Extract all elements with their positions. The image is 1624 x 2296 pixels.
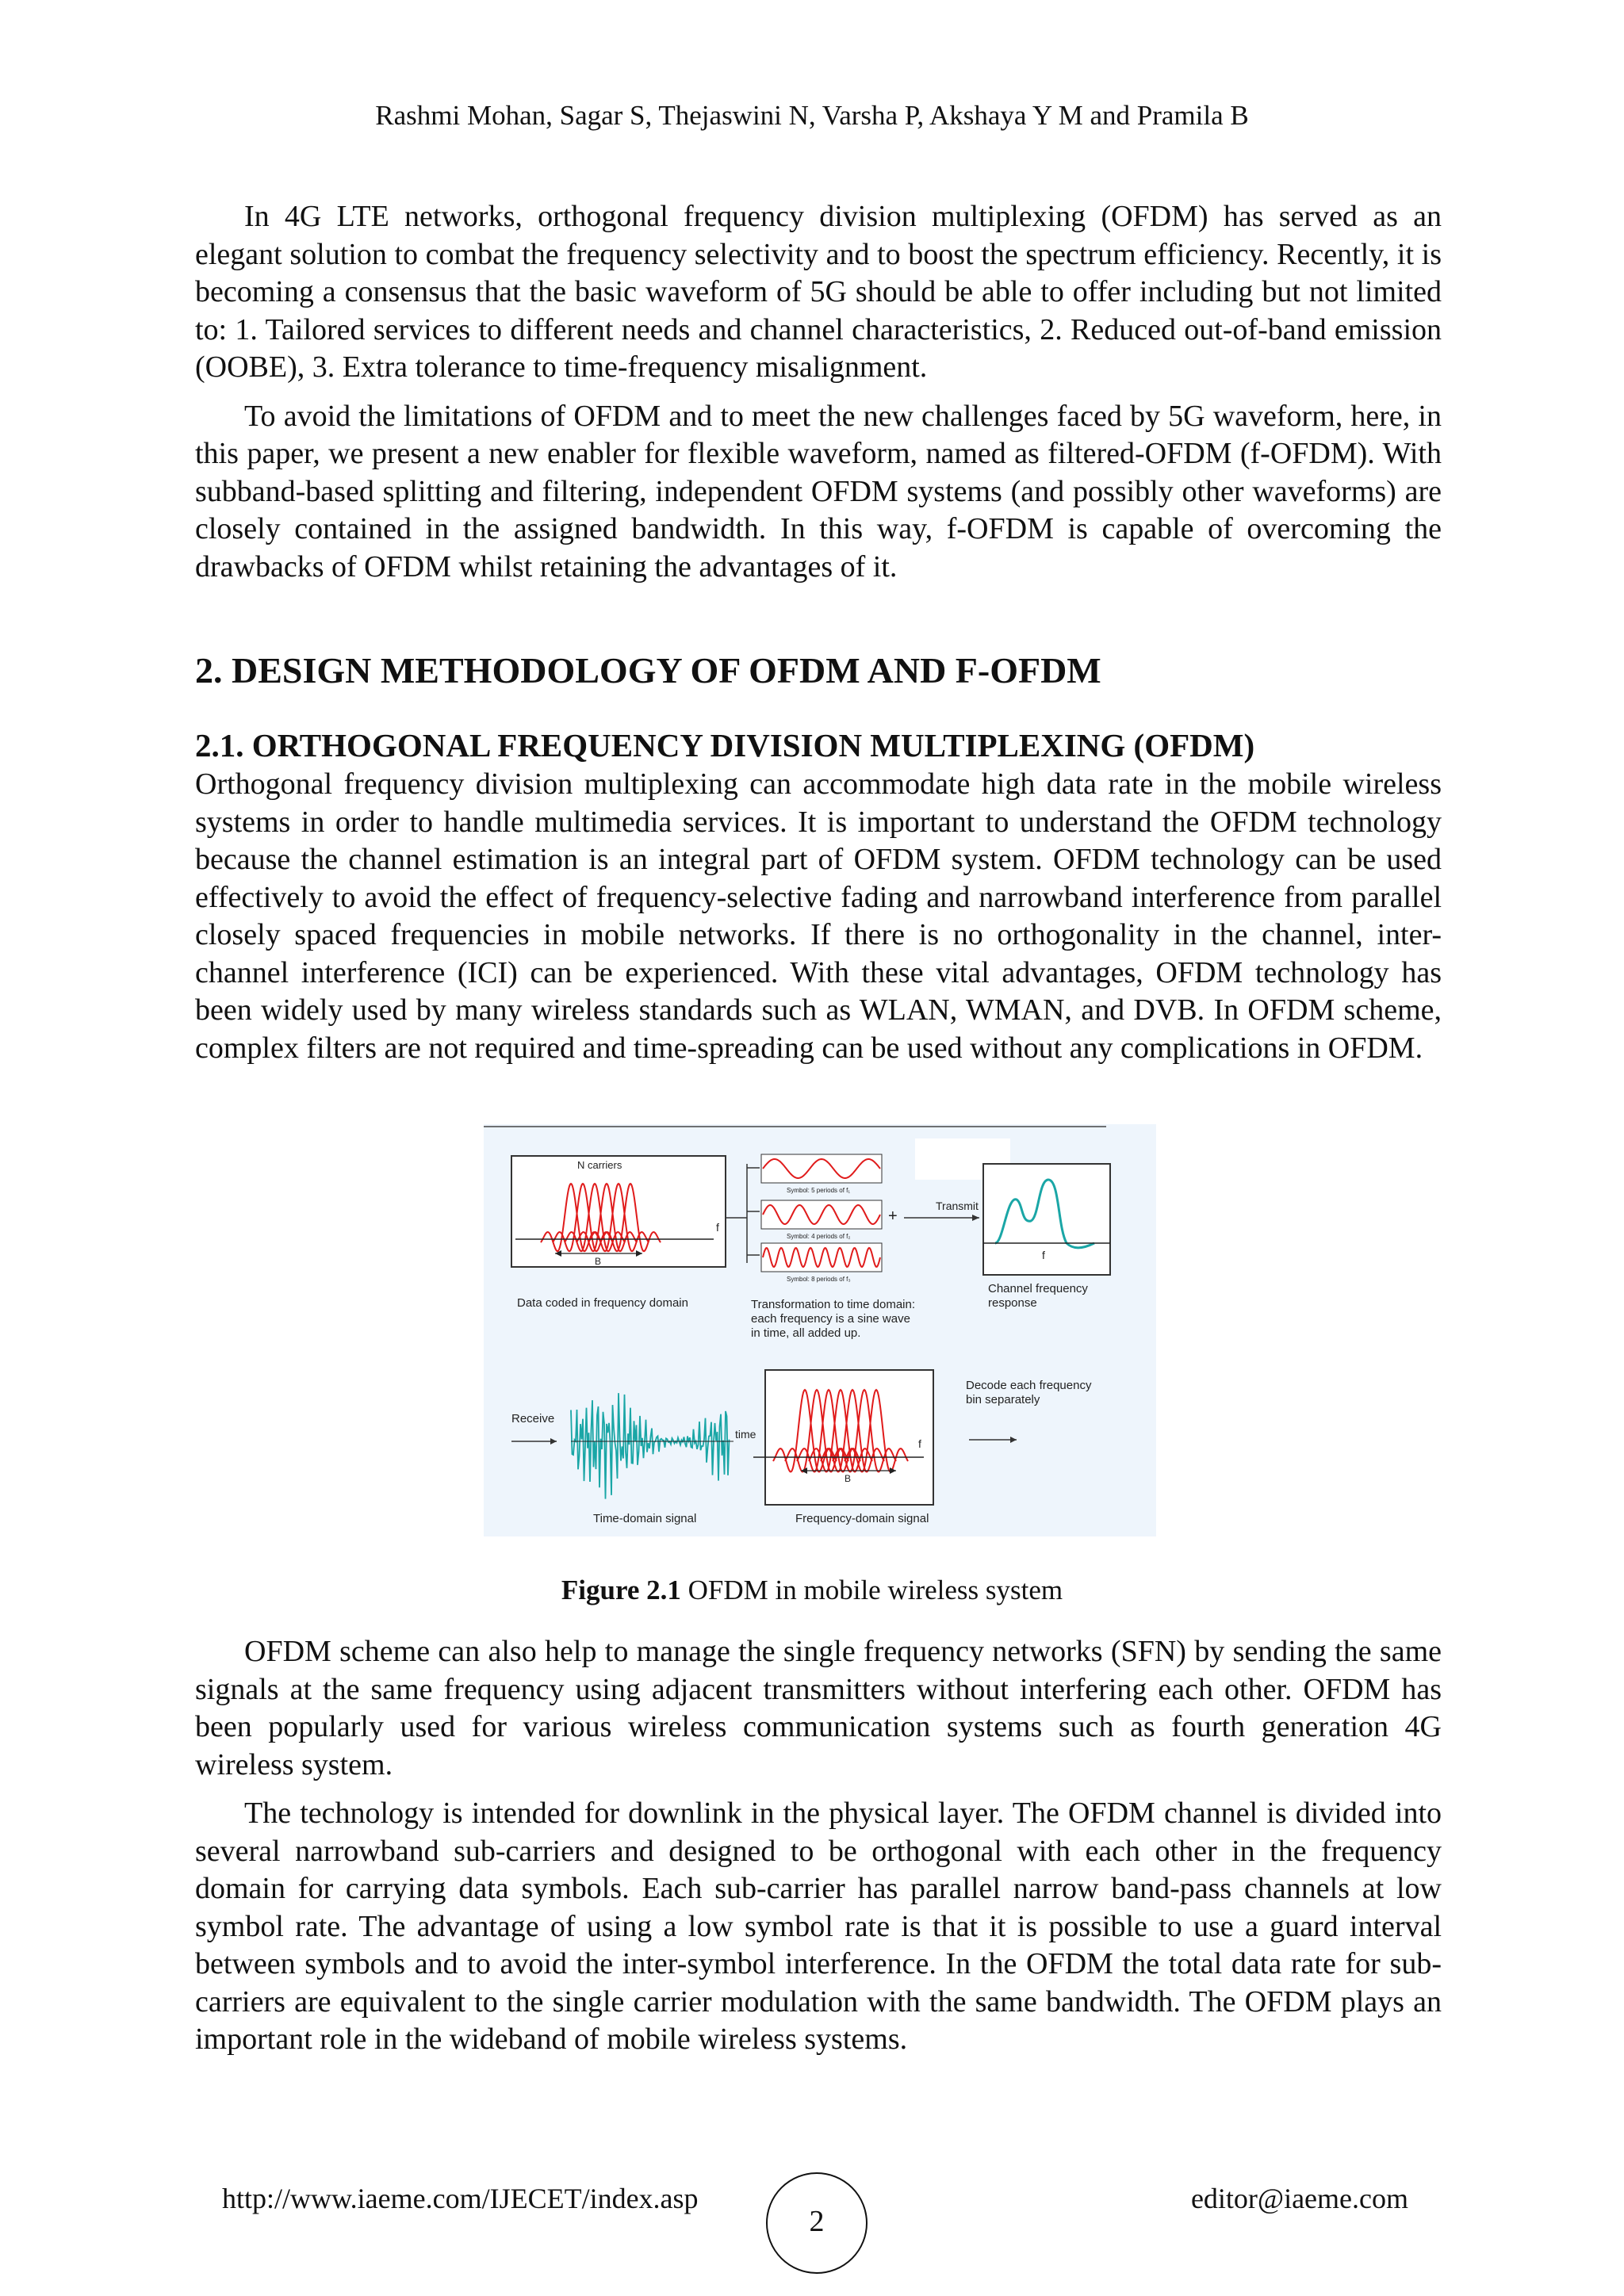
channel-label-line-2: response (988, 1296, 1037, 1310)
receive-label: Receive (511, 1412, 555, 1425)
after-figure-paragraph-1: OFDM scheme can also help to manage the single frequency networks (SFN) by sending the same signals at the same frequency using adjacent transmitters without interfering each other. OFDM has been popularly used for various wireless communication systems such as fourth generation 4G wireless system. (195, 1635, 1442, 1781)
transform-label-line-1: Transformation to time domain: (751, 1298, 916, 1311)
page-footer (0, 2172, 1624, 2236)
transform-label-line-3: in time, all added up. (751, 1326, 861, 1340)
frequency-domain-signal-box (765, 1370, 933, 1505)
n-carriers-label: N carriers (577, 1159, 622, 1171)
figure-caption-text: OFDM in mobile wireless system (688, 1575, 1063, 1605)
footer-email-link[interactable]: editor@iaeme.com (1190, 2183, 1408, 2214)
data-coded-label: Data coded in frequency domain (517, 1296, 688, 1310)
page-number: 2 (766, 2172, 868, 2274)
intro-paragraph-2: To avoid the limitations of OFDM and to meet the new challenges faced by 5G waveform, here, in this paper, we present a new enabler for flexible waveform, named as filtered-OFDM (f-OFDM). With subband-based splitting and filtering, independent OFDM systems (and possibly other waveforms) are closely contained in the assigned bandwidth. In this way, f-OFDM is capable of overcoming the drawbacks of OFDM whilst retaining the advantages of it. (195, 399, 1442, 584)
section-2-block (195, 649, 1442, 693)
ofdm-diagram (484, 1124, 1156, 1536)
plus-sign: + (888, 1207, 898, 1225)
section-2-heading: 2. DESIGN METHODOLOGY OF OFDM AND F-OFDM (195, 650, 1101, 691)
transmit-label: Transmit (936, 1200, 979, 1212)
section-2-1-paragraph: Orthogonal frequency division multiplexing can accommodate high data rate in the mobile wireless systems in order to handle multimedia services. It is important to understand the OFDM technology because the channel estimation is an integral part of OFDM system. OFDM technology can be used effectively to avoid the effect of frequency-selective fading and narrowband interference from parallel closely spaced frequencies in mobile networks. If there is no orthogonality in the channel, inter-channel interference (ICI) can be experienced. With these vital advantages, OFDM technology has been widely used by many wireless standards such as WLAN, WMAN, and DVB. In OFDM scheme, complex filters are not required and time-spreading can be used without any complications in OFDM. (195, 767, 1442, 1065)
symbol-3-label: Symbol: 8 periods of f₃ (787, 1276, 851, 1283)
f-label-1: f (716, 1221, 719, 1234)
decode-label-line-1: Decode each frequency (966, 1379, 1092, 1392)
footer-url-link[interactable]: http://www.iaeme.com/IJECET/index.asp (222, 2183, 699, 2214)
symbol-2-label: Symbol: 4 periods of f₂ (787, 1233, 851, 1240)
transform-label-line-2: each frequency is a sine wave (751, 1312, 910, 1326)
after-figure-paragraph-2: The technology is intended for downlink in the physical layer. The OFDM channel is divided into several narrowband sub-carriers and designed to be orthogonal with each other in the frequency domain for carrying data symbols. Each sub-carrier has parallel narrow band-pass channels at low symbol rate. The advantage of using a low symbol rate is that it is possible to use a guard interval between symbols and to avoid the inter-symbol interference. In the OFDM the total data rate for sub-carriers are equivalent to the single carrier modulation with the same bandwidth. The OFDM plays an important role in the wideband of mobile wireless systems. (195, 1797, 1442, 2056)
running-header: Rashmi Mohan, Sagar S, Thejaswini N, Varsha P, Akshaya Y M and Pramila B (375, 100, 1249, 131)
b-label-2: B (845, 1473, 852, 1484)
f-label-2: f (918, 1437, 921, 1450)
f-label-channel: f (1042, 1249, 1045, 1261)
figure-label: Figure 2.1 (561, 1575, 681, 1605)
b-label-1: B (595, 1256, 602, 1267)
time-label: time (735, 1428, 756, 1441)
section-2-1-block (195, 725, 1442, 1067)
intro-block (195, 198, 1442, 586)
ofdm-figure (484, 1124, 1156, 1536)
symbol-1-label: Symbol: 5 periods of f₁ (787, 1187, 851, 1194)
channel-label-line-1: Channel frequency (988, 1282, 1088, 1295)
decode-label-line-2: bin separately (966, 1393, 1040, 1406)
section-2-1-heading: 2.1. ORTHOGONAL FREQUENCY DIVISION MULTIPLEXING (OFDM) (195, 727, 1255, 763)
frequency-domain-label: Frequency-domain signal (795, 1512, 929, 1525)
after-figure-block (195, 1633, 1442, 2059)
intro-paragraph-1: In 4G LTE networks, orthogonal frequency division multiplexing (OFDM) has served as an elegant solution to combat the frequency selectivity and to boost the spectrum efficiency. Recently, it is becoming a consensus that the basic waveform of 5G should be able to offer including but not limited to: 1. Tailored services to different needs and channel characteristics, 2. Reduced out-of-band emission (OOBE), 3. Extra tolerance to time-frequency misalignment. (195, 200, 1442, 384)
figure-caption (0, 1575, 1624, 1606)
time-domain-label: Time-domain signal (593, 1512, 697, 1525)
